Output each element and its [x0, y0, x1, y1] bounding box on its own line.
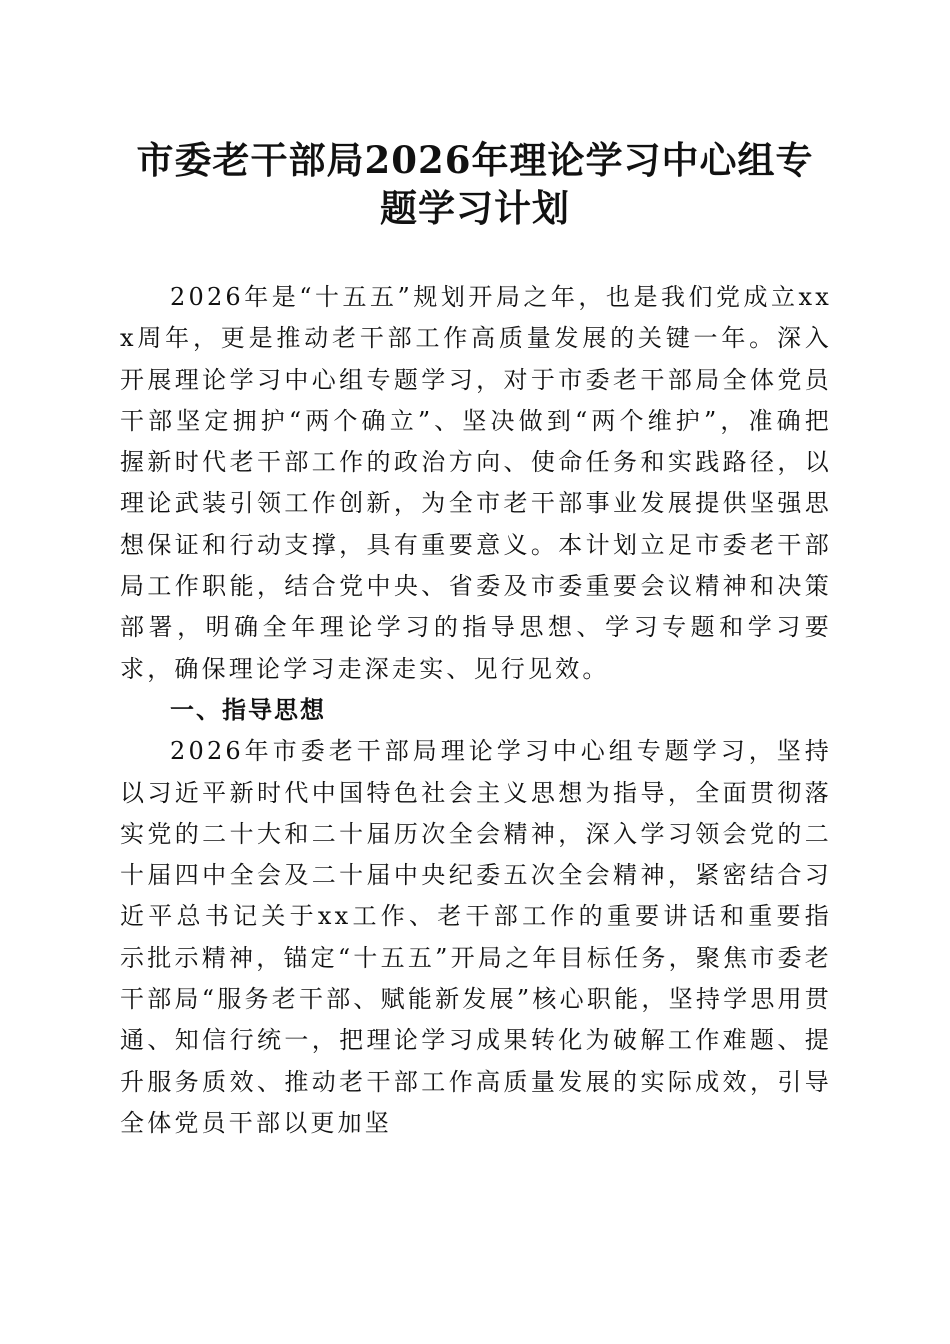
intro-paragraph: 2026年是“十五五”规划开局之年，也是我们党成立xxx周年，更是推动老干部工作高质量发展的关键一年。深入开展理论学习中心组专题学习，对于市委老干部局全体党员干部坚定拥护“两个确立”、坚决做到“两个维护”，准确把握新时代老干部工作的政治方向、使命任务和实践路径，以理论武装引领工作创新，为全市老干部事业发展提供坚强思想保证和行动支撑，具有重要意义。本计划立足市委老干部局工作职能，结合党中央、省委及市委重要会议精神和决策部署，明确全年理论学习的指导思想、学习专题和学习要求，确保理论学习走深走实、见行见效。: [120, 283, 832, 683]
section-paragraph-guiding-ideology: 2026年市委老干部局理论学习中心组专题学习，坚持以习近平新时代中国特色社会主义思想为指导，全面贯彻落实党的二十大和二十届历次全会精神，深入学习领会党的二十届四中全会及二十届中央纪委五次全会精神，紧密结合习近平总书记关于xx工作、老干部工作的重要讲话和重要指示批示精神，锚定“十五五”开局之年目标任务，聚焦市委老干部局“服务老干部、赋能新发展”核心职能，坚持学思用贯通、知信行统一，把理论学习成果转化为破解工作难题、提升服务质效、推动老干部工作高质量发展的实际成效，引导全体党员干部以更加坚: [120, 737, 832, 1137]
document-body: [120, 277, 832, 1144]
document-title: 市委老干部局2026年理论学习中心组专题学习计划: [136, 138, 814, 230]
section-heading-guiding-ideology: 一、指导思想: [170, 695, 326, 724]
